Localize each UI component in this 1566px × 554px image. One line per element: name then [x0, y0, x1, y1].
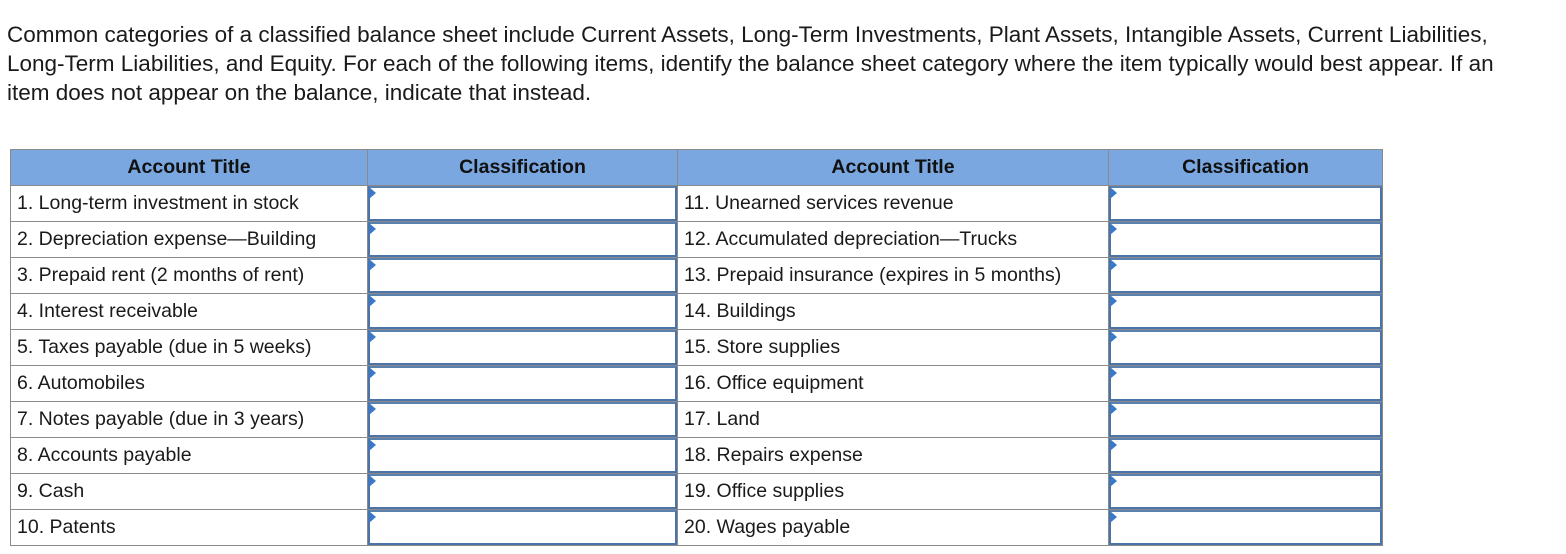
classification-cell [1109, 186, 1383, 222]
classification-input-14[interactable] [1109, 294, 1382, 329]
classification-cell [368, 438, 678, 474]
table-row [11, 438, 1383, 474]
header-account-title-right: Account Title [678, 150, 1109, 186]
table-row [11, 294, 1383, 330]
instructions-text: Common categories of a classified balance sheet include Current Assets, Long-Term Investments, Plant Assets, Intangible Assets, Current Liabilities, Long-Term Liabilities, and Equity. For each of the following items, identify the balance sheet category where the item typically would best appear. If an item does not appear on the balance, indicate that instead. [7, 22, 1494, 105]
classification-cell [368, 294, 678, 330]
table-row [11, 186, 1383, 222]
classification-input-18[interactable] [1109, 438, 1382, 473]
table-row [11, 510, 1383, 546]
account-title-cell: 10. Patents [11, 510, 368, 546]
classification-input-2[interactable] [368, 222, 677, 257]
classification-cell [368, 258, 678, 294]
classification-cell [368, 366, 678, 402]
table-row [11, 366, 1383, 402]
account-title-cell: 1. Long-term investment in stock [11, 186, 368, 222]
classification-cell [368, 510, 678, 546]
classification-cell [1109, 438, 1383, 474]
classification-input-6[interactable] [368, 366, 677, 401]
table-row [11, 222, 1383, 258]
account-title-cell: 3. Prepaid rent (2 months of rent) [11, 258, 368, 294]
table-row [11, 330, 1383, 366]
account-title-cell: 5. Taxes payable (due in 5 weeks) [11, 330, 368, 366]
account-title-cell: 14. Buildings [678, 294, 1109, 330]
table-row [11, 474, 1383, 510]
header-row [11, 150, 1383, 186]
classification-input-7[interactable] [368, 402, 677, 437]
classification-cell [368, 330, 678, 366]
classification-input-13[interactable] [1109, 258, 1382, 293]
classification-cell [1109, 330, 1383, 366]
classification-cell [368, 222, 678, 258]
classification-cell [1109, 474, 1383, 510]
classification-cell [1109, 402, 1383, 438]
account-title-cell: 8. Accounts payable [11, 438, 368, 474]
classification-cell [368, 186, 678, 222]
account-title-cell: 11. Unearned services revenue [678, 186, 1109, 222]
classification-cell [368, 402, 678, 438]
classification-cell [1109, 366, 1383, 402]
table-body [11, 186, 1383, 546]
classification-input-17[interactable] [1109, 402, 1382, 437]
classification-input-15[interactable] [1109, 330, 1382, 365]
account-title-cell: 16. Office equipment [678, 366, 1109, 402]
account-title-cell: 12. Accumulated depreciation—Trucks [678, 222, 1109, 258]
account-title-cell: 6. Automobiles [11, 366, 368, 402]
header-classification-right: Classification [1109, 150, 1383, 186]
classification-input-11[interactable] [1109, 186, 1382, 221]
classification-input-16[interactable] [1109, 366, 1382, 401]
table-row [11, 258, 1383, 294]
classification-cell [1109, 294, 1383, 330]
classification-cell [1109, 258, 1383, 294]
classification-input-9[interactable] [368, 474, 677, 509]
classification-input-20[interactable] [1109, 510, 1382, 545]
account-title-cell: 20. Wages payable [678, 510, 1109, 546]
account-title-cell: 19. Office supplies [678, 474, 1109, 510]
classification-cell [368, 474, 678, 510]
classification-input-5[interactable] [368, 330, 677, 365]
classification-input-3[interactable] [368, 258, 677, 293]
account-title-cell: 2. Depreciation expense—Building [11, 222, 368, 258]
account-title-cell: 18. Repairs expense [678, 438, 1109, 474]
header-classification-left: Classification [368, 150, 678, 186]
account-title-cell: 13. Prepaid insurance (expires in 5 months) [678, 258, 1109, 294]
account-title-cell: 15. Store supplies [678, 330, 1109, 366]
account-title-cell: 4. Interest receivable [11, 294, 368, 330]
classification-input-10[interactable] [368, 510, 677, 545]
classification-input-12[interactable] [1109, 222, 1382, 257]
classification-cell [1109, 222, 1383, 258]
classification-cell [1109, 510, 1383, 546]
classification-input-1[interactable] [368, 186, 677, 221]
classification-input-4[interactable] [368, 294, 677, 329]
classification-input-19[interactable] [1109, 474, 1382, 509]
header-account-title-left: Account Title [11, 150, 368, 186]
account-title-cell: 7. Notes payable (due in 3 years) [11, 402, 368, 438]
classification-input-8[interactable] [368, 438, 677, 473]
table-row [11, 402, 1383, 438]
account-title-cell: 17. Land [678, 402, 1109, 438]
classification-table [10, 149, 1383, 546]
account-title-cell: 9. Cash [11, 474, 368, 510]
